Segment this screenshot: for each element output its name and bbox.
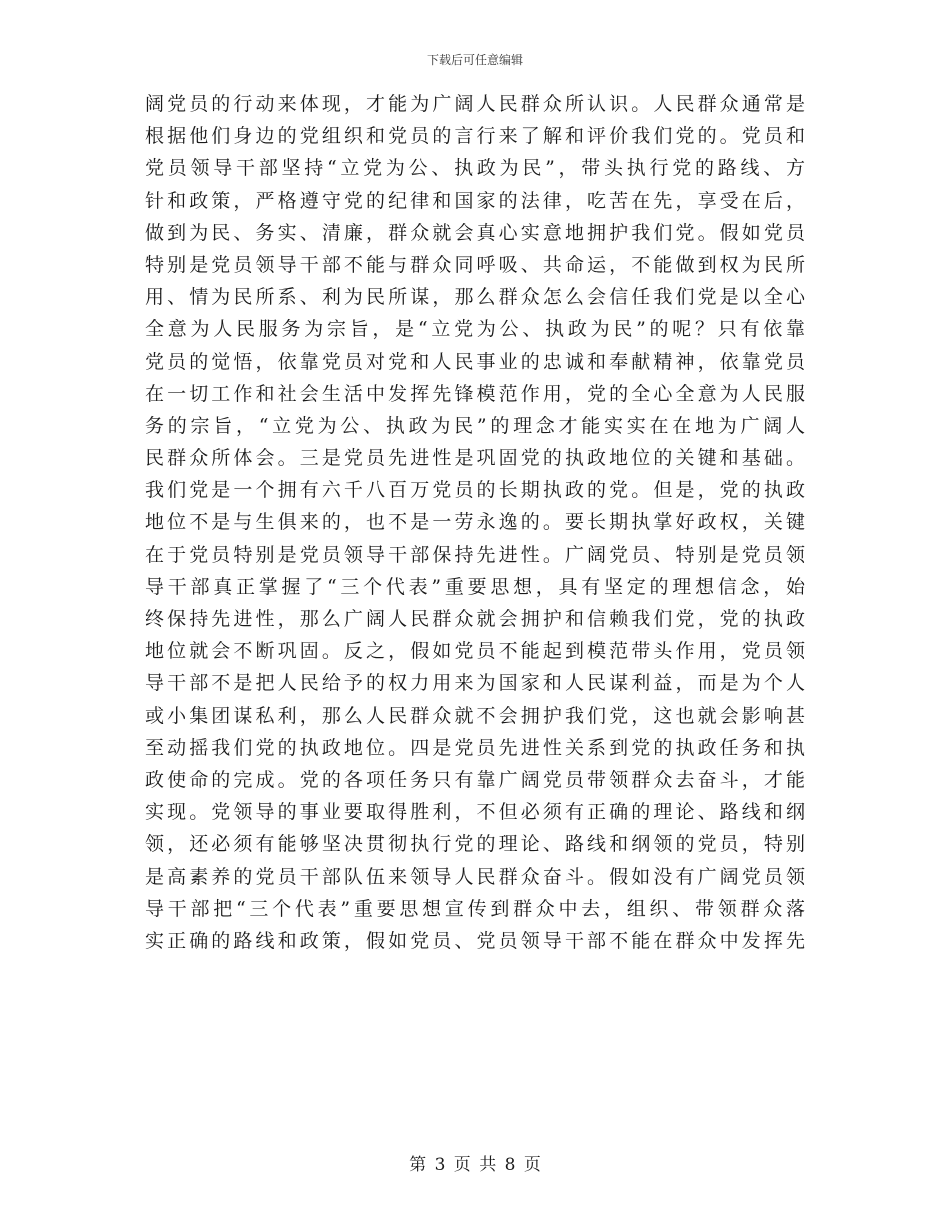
text-line: 至动摇我们党的执政地位。四是党员先进性关系到党的执政任务和执 — [145, 736, 805, 759]
text-line: 我们党是一个拥有六千八百万党员的长期执政的党。但是，党的执政 — [145, 479, 805, 502]
text-line: 导干部不是把人民给予的权力用来为国家和人民谋利益，而是为个人 — [145, 672, 805, 695]
text-line: 实现。党领导的事业要取得胜利，不但必须有正确的理论、路线和纲 — [145, 801, 805, 824]
text-line: 终保持先进性，那么广阔人民群众就会拥护和信赖我们党，党的执政 — [145, 608, 805, 630]
text-line: 导干部把“三个代表”重要思想宣传到群众中去，组织、带领群众落 — [145, 897, 805, 920]
text-line: 在一切工作和社会生活中发挥先锋模范作用，党的全心全意为人民服 — [145, 382, 805, 405]
text-line: 实正确的路线和政策，假如党员、党员领导干部不能在群众中发挥先 — [145, 929, 805, 952]
text-line: 地位就会不断巩固。反之，假如党员不能起到模范带头作用，党员领 — [145, 640, 805, 663]
text-line: 阔党员的行动来体现，才能为广阔人民群众所认识。人民群众通常是 — [145, 93, 805, 115]
text-line: 特别是党员领导干部不能与群众同呼吸、共命运，不能做到权为民所 — [145, 253, 805, 276]
text-line: 用、情为民所系、利为民所谋，那么群众怎么会信任我们党是以全心 — [145, 286, 805, 309]
text-line: 政使命的完成。党的各项任务只有靠广阔党员带领群众去奋斗，才能 — [145, 768, 805, 791]
text-line: 全意为人民服务为宗旨，是“立党为公、执政为民”的呢？只有依靠 — [145, 318, 805, 341]
text-line: 根据他们身边的党组织和党员的言行来了解和评价我们党的。党员和 — [145, 125, 805, 148]
text-line: 在于党员特别是党员领导干部保持先进性。广阔党员、特别是党员领 — [145, 543, 805, 566]
text-line: 或小集团谋私利，那么人民群众就不会拥护我们党，这也就会影响甚 — [145, 704, 805, 727]
text-line: 领，还必须有能够坚决贯彻执行党的理论、路线和纲领的党员，特别 — [145, 833, 805, 856]
text-line: 导干部真正掌握了“三个代表”重要思想，具有坚定的理想信念，始 — [145, 575, 805, 598]
text-line: 民群众所体会。三是党员先进性是巩固党的执政地位的关键和基础。 — [145, 447, 805, 470]
text-line: 是高素养的党员干部队伍来领导人民群众奋斗。假如没有广阔党员领 — [145, 865, 805, 888]
text-line: 党员领导干部坚持“立党为公、执政为民”，带头执行党的路线、方 — [145, 157, 805, 180]
text-line: 地位不是与生俱来的，也不是一劳永逸的。要长期执掌好政权，关键 — [145, 511, 805, 534]
text-line: 务的宗旨，“立党为公、执政为民”的理念才能实实在在地为广阔人 — [145, 414, 805, 437]
page-header: 下载后可任意编辑 — [426, 53, 523, 67]
text-line: 做到为民、务实、清廉，群众就会真心实意地拥护我们党。假如党员 — [145, 221, 805, 244]
text-line: 针和政策，严格遵守党的纪律和国家的法律，吃苦在先，享受在后， — [145, 189, 805, 212]
body-text — [145, 88, 805, 957]
page-number: 第 3 页 共 8 页 — [409, 1155, 541, 1175]
text-line: 党员的觉悟，依靠党员对党和人民事业的忠诚和奉献精神，依靠党员 — [145, 350, 805, 373]
